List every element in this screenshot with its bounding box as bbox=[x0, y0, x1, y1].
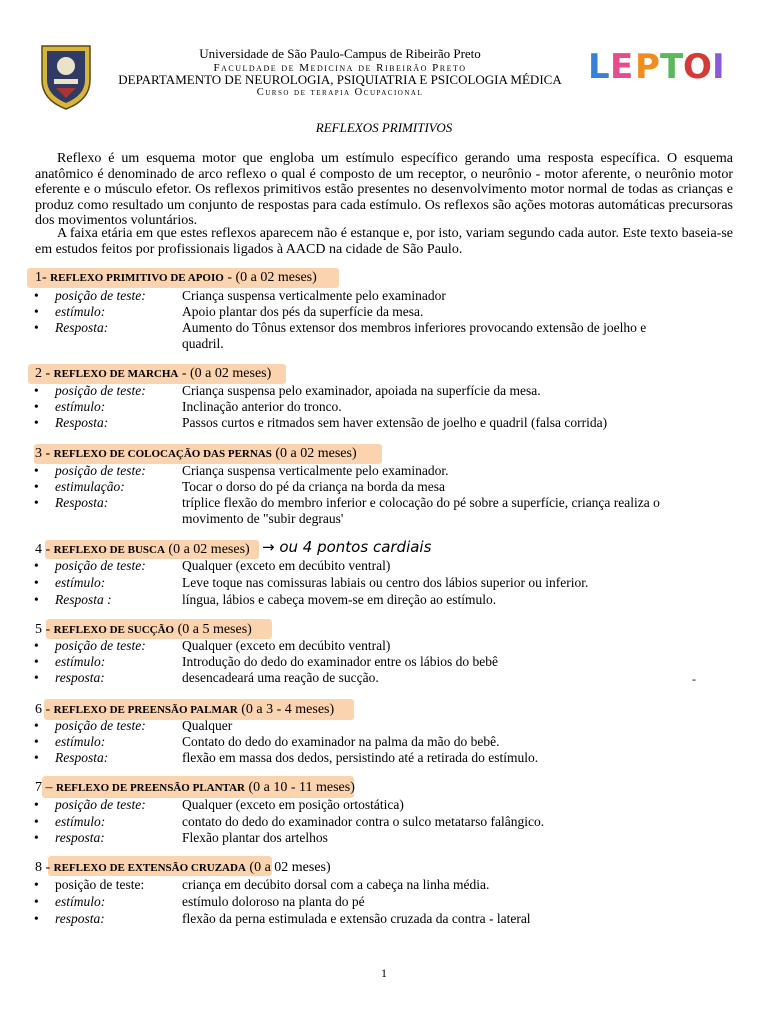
item-label: posição de teste: bbox=[55, 877, 145, 892]
item-label: Resposta: bbox=[55, 320, 109, 335]
item-label: estímulo: bbox=[55, 814, 106, 829]
bullet: • bbox=[34, 734, 39, 749]
item-value: desencadeará uma reação de sucção. bbox=[182, 670, 379, 685]
bullet: • bbox=[34, 894, 39, 909]
reflex-heading: 8 - REFLEXO DE EXTENSÃO CRUZADA (0 a 02 meses) bbox=[35, 860, 331, 875]
svg-text:L: L bbox=[588, 47, 610, 84]
stray-mark: - bbox=[692, 672, 696, 686]
item-value: Criança suspensa verticalmente pelo examinador bbox=[182, 288, 446, 303]
bullet: • bbox=[34, 320, 39, 335]
item-label: estímulo: bbox=[55, 575, 106, 590]
bullet: • bbox=[34, 479, 39, 494]
bullet: • bbox=[34, 750, 39, 765]
handwritten-note: → ou 4 pontos cardiais bbox=[262, 538, 432, 556]
item-label: posição de teste: bbox=[55, 463, 146, 478]
item-label: resposta: bbox=[55, 830, 105, 845]
bullet: • bbox=[34, 911, 39, 926]
bullet: • bbox=[34, 814, 39, 829]
bullet: • bbox=[34, 415, 39, 430]
item-value: flexão em massa dos dedos, persistindo até a retirada do estímulo. bbox=[182, 750, 539, 765]
item-label: posição de teste: bbox=[55, 797, 146, 812]
item-label: estimulação: bbox=[55, 479, 125, 494]
item-label: Resposta: bbox=[55, 750, 109, 765]
item-value: Inclinação anterior do tronco. bbox=[182, 399, 342, 414]
item-label: posição de teste: bbox=[55, 718, 146, 733]
item-value: Apoio plantar dos pés da superfície da mesa. bbox=[182, 304, 424, 319]
item-value: Qualquer (exceto em decúbito ventral) bbox=[182, 558, 391, 573]
bullet: • bbox=[34, 592, 39, 607]
item-label: Resposta: bbox=[55, 415, 109, 430]
item-value: Aumento do Tônus extensor dos membros inferiores provocando extensão de joelho e quadril. bbox=[182, 320, 647, 351]
bullet: • bbox=[34, 797, 39, 812]
item-value: estímulo doloroso na planta do pé bbox=[182, 894, 365, 909]
item-value: flexão da perna estimulada e extensão cruzada da contra - lateral bbox=[182, 911, 531, 926]
item-label: estímulo: bbox=[55, 654, 106, 669]
item-label: posição de teste: bbox=[55, 288, 146, 303]
item-label: posição de teste: bbox=[55, 558, 146, 573]
item-label: estímulo: bbox=[55, 894, 106, 909]
item-value: Introdução do dedo do examinador entre os lábios do bebê bbox=[182, 654, 499, 669]
svg-text:P: P bbox=[635, 47, 660, 84]
university-crest-icon bbox=[38, 42, 94, 112]
bullet: • bbox=[34, 495, 39, 510]
item-label: estímulo: bbox=[55, 304, 106, 319]
item-label: estímulo: bbox=[55, 399, 106, 414]
item-value: Criança suspensa pelo examinador, apoiada na superfície da mesa. bbox=[182, 383, 541, 398]
bullet: • bbox=[34, 288, 39, 303]
item-value: Criança suspensa verticalmente pelo examinador. bbox=[182, 463, 449, 478]
bullet: • bbox=[34, 575, 39, 590]
item-value: Flexão plantar dos artelhos bbox=[182, 830, 328, 845]
bullet: • bbox=[34, 877, 39, 892]
page-title: REFLEXOS PRIMITIVOS bbox=[315, 120, 453, 135]
page-number: 1 bbox=[381, 966, 387, 980]
item-value: Passos curtos e ritmados sem haver extensão de joelho e quadril (falsa corrida) bbox=[182, 415, 608, 430]
bullet: • bbox=[34, 304, 39, 319]
svg-text:E: E bbox=[610, 47, 634, 84]
item-label: resposta: bbox=[55, 670, 105, 685]
svg-text:T: T bbox=[660, 47, 684, 84]
bullet: • bbox=[34, 670, 39, 685]
bullet: • bbox=[34, 463, 39, 478]
item-value: Contato do dedo do examinador na palma da mão do bebê. bbox=[182, 734, 500, 749]
item-label: resposta: bbox=[55, 911, 105, 926]
reflex-heading: 4 - REFLEXO DE BUSCA (0 a 02 meses) bbox=[35, 542, 250, 557]
reflex-heading: 5 - REFLEXO DE SUCÇÃO (0 a 5 meses) bbox=[35, 622, 252, 637]
age-range-paragraph: A faixa etária em que estes reflexos aparecem não é estanque e, por isto, variam segundo cada autor. Este texto baseia-se em estudos feitos por profissionais ligados à AACD na cidade de São Paulo. bbox=[35, 226, 733, 257]
item-value: contato do dedo do examinador contra o sulco metatarso falângico. bbox=[182, 814, 545, 829]
item-label: posição de teste: bbox=[55, 383, 146, 398]
bullet: • bbox=[34, 399, 39, 414]
item-value: tríplice flexão do membro inferior e colocação do pé sobre a superfície, criança realiza o movimento de "subir degraus' bbox=[182, 495, 660, 526]
reflex-heading: 7 – REFLEXO DE PREENSÃO PLANTAR (0 a 10 - 11 meses) bbox=[35, 780, 355, 795]
bullet: • bbox=[34, 383, 39, 398]
department-name: DEPARTAMENTO DE NEUROLOGIA, PSIQUIATRIA E PSICOLOGIA MÉDICA bbox=[118, 72, 562, 87]
intro-paragraph: Reflexo é um esquema motor que engloba um estímulo específico gerando uma resposta específica. O esquema anatômico é denominado de arco reflexo o qual é composto de um receptor, o neurônio - motor aferente, o neurônio motor eferente e o músculo efetor. Os reflexos primitivos estão presentes no desenvolvimento motor normal de todas as crianças e produz como resultado um conjunto de respostas para cada estímulo. Os reflexos são ações motoras automáticas precursoras dos movimentos voluntários. bbox=[35, 151, 733, 228]
item-value: Qualquer (exceto em posição ortostática) bbox=[182, 797, 404, 812]
bullet: • bbox=[34, 654, 39, 669]
item-value: Qualquer bbox=[182, 718, 233, 733]
bullet: • bbox=[34, 638, 39, 653]
item-value: criança em decúbito dorsal com a cabeça na linha média. bbox=[182, 877, 490, 892]
bullet: • bbox=[34, 830, 39, 845]
item-label: estímulo: bbox=[55, 734, 106, 749]
item-value: Qualquer (exceto em decúbito ventral) bbox=[182, 638, 391, 653]
course-name: Curso de terapia Ocupacional bbox=[256, 87, 424, 98]
item-value: língua, lábios e cabeça movem-se em direção ao estímulo. bbox=[182, 592, 497, 607]
item-value: Tocar o dorso do pé da criança na borda da mesa bbox=[182, 479, 445, 494]
reflex-heading: 6 - REFLEXO DE PREENSÃO PALMAR (0 a 3 - 4 meses) bbox=[35, 702, 335, 717]
svg-text:O: O bbox=[683, 47, 712, 84]
item-label: Resposta : bbox=[55, 592, 112, 607]
university-name: Universidade de São Paulo-Campus de Ribeirão Preto bbox=[199, 46, 481, 61]
item-label: posição de teste: bbox=[55, 638, 146, 653]
reflex-heading: 3 - REFLEXO DE COLOCAÇÃO DAS PERNAS (0 a 02 meses) bbox=[35, 446, 357, 461]
bullet: • bbox=[34, 558, 39, 573]
reflex-heading: 2 - REFLEXO DE MARCHA - (0 a 02 meses) bbox=[35, 366, 272, 381]
svg-text:I: I bbox=[712, 47, 725, 84]
bullet: • bbox=[34, 718, 39, 733]
item-value: Leve toque nas comissuras labiais ou centro dos lábios superior ou inferior. bbox=[182, 575, 589, 590]
faculty-name: Faculdade de Medicina de Ribeirão Preto bbox=[213, 62, 467, 74]
reflex-heading: 1- REFLEXO PRIMITIVO DE APOIO - (0 a 02 meses) bbox=[35, 270, 317, 285]
item-label: Resposta: bbox=[55, 495, 109, 510]
leptoi-logo bbox=[586, 44, 734, 84]
